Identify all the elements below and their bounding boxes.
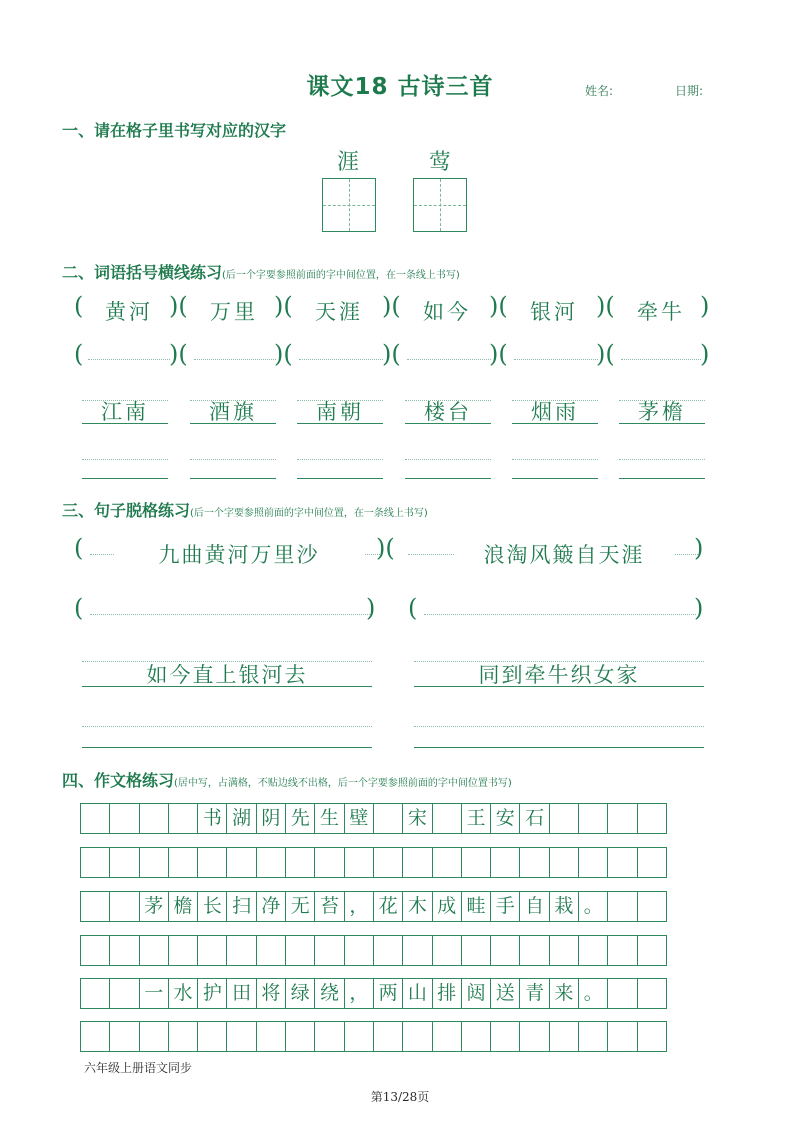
composition-row: [80, 935, 667, 966]
composition-cell[interactable]: 将: [257, 978, 286, 1009]
composition-cell[interactable]: 阴: [257, 803, 286, 834]
composition-cell[interactable]: [140, 803, 169, 834]
composition-cell[interactable]: [638, 803, 667, 834]
name-label: 姓名:: [585, 84, 614, 98]
line-sentences-row: [82, 653, 707, 693]
composition-cell[interactable]: [550, 935, 579, 966]
section4-heading: [62, 768, 512, 791]
composition-cell[interactable]: 宋: [403, 803, 432, 834]
composition-cell[interactable]: 无: [286, 891, 315, 922]
line-words-row: [82, 392, 707, 432]
composition-cell[interactable]: [81, 891, 110, 922]
page-title: 课文18 古诗三首: [306, 74, 494, 100]
composition-cell[interactable]: [638, 935, 667, 966]
composition-cell[interactable]: [491, 847, 520, 878]
composition-cell[interactable]: 木: [403, 891, 432, 922]
composition-cell[interactable]: [608, 847, 637, 878]
composition-cell[interactable]: 安: [491, 803, 520, 834]
line-word: 江南: [101, 400, 149, 424]
paren-sentence: 九曲黄河万里沙: [114, 539, 364, 569]
composition-cell[interactable]: [462, 1021, 491, 1052]
composition-cell[interactable]: [227, 1021, 256, 1052]
composition-cell[interactable]: [315, 1021, 344, 1052]
writing-grid-box[interactable]: [413, 178, 467, 232]
composition-cell[interactable]: 畦: [462, 891, 491, 922]
composition-cell[interactable]: [140, 847, 169, 878]
composition-cell[interactable]: [374, 935, 403, 966]
page-number: 第13/28页: [370, 1090, 430, 1104]
composition-cell[interactable]: [638, 1021, 667, 1052]
composition-cell[interactable]: [81, 1021, 110, 1052]
composition-cell[interactable]: 绿: [286, 978, 315, 1009]
composition-cell[interactable]: 闼: [462, 978, 491, 1009]
composition-cell[interactable]: [81, 935, 110, 966]
section1-heading: 一、请在格子里书写对应的汉字: [62, 121, 287, 140]
composition-cell[interactable]: 排: [433, 978, 462, 1009]
composition-cell[interactable]: [110, 978, 139, 1009]
section3-title: 三、句子脱格练习: [62, 501, 191, 520]
composition-cell[interactable]: [374, 847, 403, 878]
composition-cell[interactable]: [579, 1021, 608, 1052]
composition-cell[interactable]: 石: [520, 803, 549, 834]
composition-cell[interactable]: [491, 935, 520, 966]
composition-cell[interactable]: [227, 847, 256, 878]
composition-cell[interactable]: 扫: [227, 891, 256, 922]
composition-cell[interactable]: 苔: [315, 891, 344, 922]
paren-word: 万里: [210, 300, 258, 324]
composition-cell[interactable]: [286, 847, 315, 878]
book-label: 六年级上册语文同步: [84, 1061, 193, 1075]
composition-cell[interactable]: [520, 935, 549, 966]
section2-title: 二、词语括号横线练习: [62, 263, 223, 282]
composition-cell[interactable]: [462, 847, 491, 878]
line-sentence: 如今直上银河去: [146, 663, 308, 687]
composition-cell[interactable]: 书: [198, 803, 227, 834]
composition-cell[interactable]: 田: [227, 978, 256, 1009]
composition-cell[interactable]: [198, 847, 227, 878]
writing-grid-box[interactable]: [322, 178, 376, 232]
composition-cell[interactable]: [638, 891, 667, 922]
composition-cell[interactable]: [638, 978, 667, 1009]
line-sentence-practice-row[interactable]: [82, 720, 707, 752]
composition-cell[interactable]: [433, 1021, 462, 1052]
composition-cell[interactable]: [110, 1021, 139, 1052]
composition-cell[interactable]: [579, 935, 608, 966]
composition-cell[interactable]: ，: [345, 978, 374, 1009]
composition-cell[interactable]: [608, 1021, 637, 1052]
composition-cell[interactable]: 山: [403, 978, 432, 1009]
composition-cell[interactable]: 王: [462, 803, 491, 834]
composition-cell[interactable]: [345, 935, 374, 966]
composition-cell[interactable]: [403, 847, 432, 878]
line-practice-row[interactable]: [82, 452, 707, 482]
line-word: 酒旗: [209, 400, 257, 424]
composition-cell[interactable]: 花: [374, 891, 403, 922]
composition-cell[interactable]: [638, 847, 667, 878]
composition-row: [80, 1021, 667, 1052]
composition-cell[interactable]: [257, 847, 286, 878]
composition-cell[interactable]: [169, 1021, 198, 1052]
composition-cell[interactable]: [608, 803, 637, 834]
composition-cell[interactable]: [579, 803, 608, 834]
composition-cell[interactable]: [315, 847, 344, 878]
composition-cell[interactable]: 栽: [550, 891, 579, 922]
composition-cell[interactable]: [257, 935, 286, 966]
composition-cell[interactable]: [403, 935, 432, 966]
paren-word: 银河: [530, 300, 578, 324]
composition-cell[interactable]: 壁: [345, 803, 374, 834]
composition-cell[interactable]: [608, 935, 637, 966]
composition-cell[interactable]: [198, 935, 227, 966]
composition-cell[interactable]: [374, 803, 403, 834]
paren-practice-row[interactable]: ( )( )( )( )( )( ): [74, 340, 710, 368]
section1-char: 涯: [337, 150, 360, 175]
composition-cell[interactable]: 湖: [227, 803, 256, 834]
composition-cell[interactable]: 茅: [140, 891, 169, 922]
date-label: 日期:: [675, 84, 704, 98]
composition-cell[interactable]: 。: [579, 891, 608, 922]
composition-cell[interactable]: [110, 847, 139, 878]
paren-word: 牵牛: [637, 300, 685, 324]
composition-cell[interactable]: [403, 1021, 432, 1052]
composition-row: [80, 847, 667, 878]
composition-cell[interactable]: [579, 847, 608, 878]
composition-cell[interactable]: [462, 935, 491, 966]
composition-cell[interactable]: [227, 935, 256, 966]
composition-cell[interactable]: [550, 803, 579, 834]
composition-cell[interactable]: [198, 1021, 227, 1052]
composition-cell[interactable]: [110, 803, 139, 834]
line-word: 烟雨: [531, 400, 579, 424]
composition-cell[interactable]: [433, 847, 462, 878]
composition-cell[interactable]: [608, 891, 637, 922]
composition-cell[interactable]: [520, 847, 549, 878]
composition-cell[interactable]: [550, 847, 579, 878]
composition-cell[interactable]: [169, 847, 198, 878]
paren-words-row: ( 黄河 )( 万里 )( 天涯 )( 如今 )( 银河 )( 牵牛 ): [74, 292, 710, 324]
composition-cell[interactable]: 。: [579, 978, 608, 1009]
composition-cell[interactable]: 成: [433, 891, 462, 922]
composition-cell[interactable]: 檐: [169, 891, 198, 922]
composition-cell[interactable]: 净: [257, 891, 286, 922]
composition-cell[interactable]: [140, 935, 169, 966]
composition-cell[interactable]: [81, 978, 110, 1009]
composition-cell[interactable]: ，: [345, 891, 374, 922]
composition-cell[interactable]: 水: [169, 978, 198, 1009]
line-word: 茅檐: [638, 400, 686, 424]
composition-cell[interactable]: 绕: [315, 978, 344, 1009]
composition-cell[interactable]: [286, 1021, 315, 1052]
section2-note: (后一个字要参照前面的字中间位置，在一条线上书写): [222, 270, 460, 281]
section2-heading: [62, 260, 460, 283]
composition-cell[interactable]: [257, 1021, 286, 1052]
composition-cell[interactable]: 先: [286, 803, 315, 834]
composition-cell[interactable]: [433, 803, 462, 834]
composition-cell[interactable]: [315, 935, 344, 966]
composition-cell[interactable]: [286, 935, 315, 966]
section4-title: 四、作文格练习: [62, 771, 175, 790]
composition-cell[interactable]: 送: [491, 978, 520, 1009]
composition-cell[interactable]: 一: [140, 978, 169, 1009]
composition-cell[interactable]: [110, 935, 139, 966]
section4-note: (居中写，占满格，不贴边线不出格，后一个字要参照前面的字中间位置书写): [174, 778, 512, 789]
line-word: 楼台: [424, 400, 472, 424]
composition-cell[interactable]: 手: [491, 891, 520, 922]
paren-sentence: 浪淘风簸自天涯: [454, 539, 674, 569]
paren-sentence-practice-row[interactable]: ( ) ( ): [74, 594, 704, 622]
composition-cell[interactable]: 长: [198, 891, 227, 922]
paren-word: 如今: [423, 300, 471, 324]
composition-row: [80, 803, 667, 834]
composition-cell[interactable]: 来: [550, 978, 579, 1009]
section3-heading: [62, 498, 428, 521]
composition-cell[interactable]: 生: [315, 803, 344, 834]
composition-cell[interactable]: [169, 935, 198, 966]
composition-cell[interactable]: [491, 1021, 520, 1052]
composition-cell[interactable]: 护: [198, 978, 227, 1009]
composition-cell[interactable]: [374, 1021, 403, 1052]
composition-cell[interactable]: [608, 978, 637, 1009]
composition-cell[interactable]: [433, 935, 462, 966]
composition-cell[interactable]: 自: [520, 891, 549, 922]
composition-cell[interactable]: [345, 1021, 374, 1052]
composition-cell[interactable]: [345, 847, 374, 878]
line-word: 南朝: [316, 400, 364, 424]
composition-cell[interactable]: 青: [520, 978, 549, 1009]
composition-cell[interactable]: [110, 891, 139, 922]
paren-word: 黄河: [105, 300, 153, 324]
composition-cell[interactable]: [81, 847, 110, 878]
composition-cell[interactable]: [550, 1021, 579, 1052]
composition-cell[interactable]: [81, 803, 110, 834]
section1-char: 莺: [429, 150, 452, 175]
composition-cell[interactable]: [140, 1021, 169, 1052]
composition-row: [80, 891, 667, 922]
paren-sentences-row: ( 九曲黄河万里沙 )( 浪淘风簸自天涯 ): [74, 534, 704, 567]
line-sentence: 同到牵牛织女家: [478, 663, 640, 687]
composition-cell[interactable]: [169, 803, 198, 834]
composition-row: [80, 978, 667, 1009]
paren-word: 天涯: [315, 300, 363, 324]
composition-cell[interactable]: [520, 1021, 549, 1052]
composition-cell[interactable]: 两: [374, 978, 403, 1009]
section3-note: (后一个字要参照前面的字中间位置，在一条线上书写): [190, 508, 428, 519]
